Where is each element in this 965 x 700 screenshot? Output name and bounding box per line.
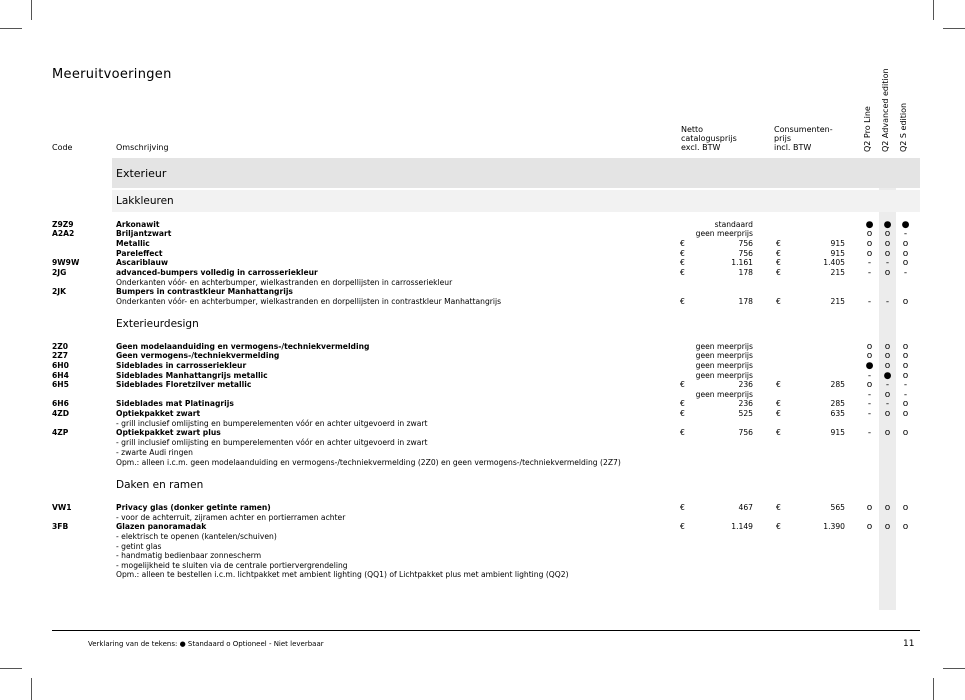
footer-divider	[52, 630, 920, 631]
currency-symbol: €	[776, 522, 781, 531]
currency-symbol: €	[776, 268, 781, 277]
availability-mark: -	[867, 399, 872, 409]
header-netto	[681, 125, 737, 152]
table-row	[0, 503, 965, 513]
header-consument-line: prijs	[774, 134, 791, 143]
header-consument-line: incl. BTW	[774, 143, 812, 152]
currency-symbol: €	[680, 249, 685, 258]
currency-symbol: €	[680, 268, 685, 277]
currency-symbol: €	[680, 409, 685, 418]
availability-mark: -	[867, 268, 872, 278]
availability-mark: -	[903, 268, 908, 278]
availability-mark: o	[902, 503, 909, 513]
net-price: 236	[738, 380, 753, 389]
availability-mark: o	[902, 351, 909, 361]
availability-mark: o	[866, 342, 873, 352]
legend	[88, 640, 324, 648]
currency-symbol: €	[776, 428, 781, 437]
currency-symbol: €	[680, 258, 685, 267]
consumer-price: 215	[830, 297, 845, 306]
net-price: 756	[738, 428, 753, 437]
crop-mark	[0, 28, 22, 29]
crop-mark	[933, 678, 934, 700]
option-code: 2Z0	[52, 342, 69, 351]
net-price: 756	[738, 239, 753, 248]
net-price: 1.149	[731, 522, 753, 531]
option-detail: - elektrisch te openen (kantelen/schuiven)	[116, 532, 277, 541]
table-row	[0, 458, 965, 468]
option-code: 9W9W	[52, 258, 80, 267]
availability-mark: -	[867, 297, 872, 307]
net-price: 178	[738, 268, 753, 277]
page-title: Meeruitvoeringen	[52, 67, 172, 82]
availability-mark: o	[884, 229, 891, 239]
price-note: geen meerprijs	[695, 390, 753, 399]
availability-mark: -	[867, 258, 872, 268]
option-detail: Onderkanten vóór- en achterbumper, wielkastranden en dorpellijsten in contrastkleur Manhattangrijs	[116, 297, 502, 306]
option-code: 6H4	[52, 371, 69, 380]
option-code: 6H0	[52, 361, 69, 370]
availability-mark: o	[902, 399, 909, 409]
header-code: Code	[52, 143, 73, 152]
availability-mark: o	[884, 409, 891, 419]
consumer-price: 215	[830, 268, 845, 277]
table-row	[0, 522, 965, 532]
table-row	[0, 428, 965, 438]
header-omschrijving: Omschrijving	[116, 143, 169, 152]
option-code: 3FB	[52, 522, 69, 531]
option-detail: Opm.: alleen i.c.m. geen modelaanduiding en vermogens-/techniekvermelding (2Z0) en geen vermogens-/techniekvermelding (2Z7)	[116, 458, 621, 467]
table-row	[0, 551, 965, 561]
section-title-exterieurdesign: Exterieurdesign	[116, 318, 199, 330]
consumer-price: 915	[830, 239, 845, 248]
availability-mark: o	[902, 409, 909, 419]
table-row	[0, 361, 965, 371]
option-code: 2JK	[52, 287, 66, 296]
table-row	[0, 438, 965, 448]
table-row	[0, 570, 965, 580]
option-description: advanced-bumpers volledig in carrosseriekleur	[116, 268, 318, 277]
section-band	[112, 190, 920, 212]
option-detail: Onderkanten vóór- en achterbumper, wielkastranden en dorpellijsten in carrosseriekleur	[116, 278, 453, 287]
option-description: Sideblades mat Platinagrijs	[116, 399, 234, 408]
availability-mark: -	[885, 399, 890, 409]
currency-symbol: €	[776, 503, 781, 512]
availability-mark: o	[866, 380, 873, 390]
header-consument	[774, 125, 833, 152]
option-detail: - mogelijkheid te sluiten via de centrale portiervergrendeling	[116, 561, 348, 570]
crop-mark	[943, 668, 965, 669]
table-row	[0, 229, 965, 239]
table-row	[0, 268, 965, 278]
section-band	[112, 158, 920, 188]
currency-symbol: €	[680, 239, 685, 248]
section-title-daken: Daken en ramen	[116, 479, 204, 491]
table-row	[0, 239, 965, 249]
option-code: 4ZD	[52, 409, 70, 418]
availability-mark: o	[902, 342, 909, 352]
option-description: Geen modelaanduiding en vermogens-/techniekvermelding	[116, 342, 370, 351]
availability-mark: o	[884, 268, 891, 278]
option-description: Arkonawit	[116, 220, 160, 229]
availability-mark: o	[884, 351, 891, 361]
availability-mark: o	[902, 249, 909, 259]
option-description: Optiekpakket zwart plus	[116, 428, 221, 437]
table-row	[0, 532, 965, 542]
net-price: 467	[738, 503, 753, 512]
consumer-price: 635	[830, 409, 845, 418]
availability-mark: -	[885, 380, 890, 390]
option-detail: - grill inclusief omlijsting en bumperelementen vóór en achter uitgevoerd in zwart	[116, 419, 428, 428]
currency-symbol: €	[776, 380, 781, 389]
option-description: Sideblades in carrosseriekleur	[116, 361, 247, 370]
header-netto-line: excl. BTW	[681, 143, 721, 152]
availability-mark: o	[884, 361, 891, 371]
price-note: geen meerprijs	[695, 351, 753, 360]
price-note: standaard	[714, 220, 753, 229]
availability-mark: o	[902, 371, 909, 381]
legend-optional: o Optioneel	[226, 640, 267, 648]
currency-symbol: €	[680, 297, 685, 306]
table-row	[0, 297, 965, 307]
option-code: Z9Z9	[52, 220, 74, 229]
option-detail: - getint glas	[116, 542, 162, 551]
availability-mark: -	[867, 371, 872, 381]
availability-mark: -	[903, 229, 908, 239]
net-price: 178	[738, 297, 753, 306]
table-row	[0, 399, 965, 409]
option-description: Pareleffect	[116, 249, 163, 258]
table-row	[0, 351, 965, 361]
currency-symbol: €	[680, 503, 685, 512]
consumer-price: 565	[830, 503, 845, 512]
section-title-lakkleuren: Lakkleuren	[116, 195, 174, 207]
option-description: Metallic	[116, 239, 150, 248]
header-model-2: Q2 Advanced edition	[881, 68, 890, 152]
currency-symbol: €	[776, 297, 781, 306]
availability-mark: -	[867, 390, 872, 400]
option-description: Briljantzwart	[116, 229, 172, 238]
option-code: A2A2	[52, 229, 75, 238]
crop-mark	[0, 668, 22, 669]
availability-mark: -	[903, 390, 908, 400]
table-row	[0, 409, 965, 419]
page-number: 11	[903, 639, 915, 649]
header-netto-line: catalogusprijs	[681, 134, 737, 143]
availability-mark: o	[884, 249, 891, 259]
availability-mark: ●	[883, 220, 892, 230]
availability-mark: o	[902, 361, 909, 371]
crop-mark	[31, 0, 32, 20]
currency-symbol: €	[680, 380, 685, 389]
currency-symbol: €	[680, 399, 685, 408]
band-title: Exterieur	[116, 167, 167, 180]
header-consument-line: Consumenten-	[774, 125, 833, 134]
option-description: Glazen panoramadak	[116, 522, 207, 531]
availability-mark: o	[866, 351, 873, 361]
currency-symbol: €	[776, 258, 781, 267]
option-description: Optiekpakket zwart	[116, 409, 201, 418]
option-description: Bumpers in contrastkleur Manhattangrijs	[116, 287, 293, 296]
availability-mark: -	[867, 428, 872, 438]
option-code: VW1	[52, 503, 72, 512]
net-price: 236	[738, 399, 753, 408]
option-description: Geen vermogens-/techniekvermelding	[116, 351, 280, 360]
net-price: 756	[738, 249, 753, 258]
consumer-price: 1.405	[823, 258, 845, 267]
availability-mark: ●	[883, 371, 892, 381]
net-price: 525	[738, 409, 753, 418]
availability-mark: o	[884, 522, 891, 532]
option-code: 4ZP	[52, 428, 69, 437]
availability-mark: o	[902, 297, 909, 307]
availability-mark: o	[902, 258, 909, 268]
legend-standard: ● Standaard	[179, 640, 225, 648]
option-detail: - handmatig bedienbaar zonnescherm	[116, 551, 262, 560]
option-description: Sideblades Floretzilver metallic	[116, 380, 252, 389]
currency-symbol: €	[680, 522, 685, 531]
legend-prefix: Verklaring van de tekens:	[88, 640, 178, 648]
currency-symbol: €	[776, 409, 781, 418]
table-row	[0, 380, 965, 390]
option-code: 6H5	[52, 380, 69, 389]
option-description: Ascariblauw	[116, 258, 168, 267]
availability-mark: o	[866, 229, 873, 239]
consumer-price: 1.390	[823, 522, 845, 531]
crop-mark	[943, 28, 965, 29]
price-note: geen meerprijs	[695, 342, 753, 351]
availability-mark: o	[902, 428, 909, 438]
legend-unavailable: - Niet leverbaar	[268, 640, 324, 648]
header-netto-line: Netto	[681, 125, 704, 134]
crop-mark	[933, 0, 934, 20]
header-model-1: Q2 Pro Line	[863, 106, 872, 152]
availability-mark: o	[902, 239, 909, 249]
availability-mark: o	[884, 503, 891, 513]
header-model-3: Q2 S edition	[899, 102, 908, 152]
availability-mark: -	[885, 297, 890, 307]
availability-mark: o	[884, 390, 891, 400]
option-detail: - zwarte Audi ringen	[116, 448, 193, 457]
availability-mark: o	[866, 239, 873, 249]
table-row	[0, 287, 965, 297]
option-detail: - voor de achterruit, zijramen achter en portierramen achter	[116, 513, 346, 522]
option-description: Privacy glas (donker getinte ramen)	[116, 503, 271, 512]
crop-mark	[31, 678, 32, 700]
option-detail: Opm.: alleen te bestellen i.c.m. lichtpakket met ambient lighting (QQ1) of Lichtpakket plus met ambient lighting (QQ2)	[116, 570, 569, 579]
availability-mark: o	[884, 428, 891, 438]
price-note: geen meerprijs	[695, 361, 753, 370]
availability-mark: ●	[865, 361, 874, 371]
price-note: geen meerprijs	[695, 371, 753, 380]
net-price: 1.161	[731, 258, 753, 267]
availability-mark: o	[866, 503, 873, 513]
option-detail: - grill inclusief omlijsting en bumperelementen vóór en achter uitgevoerd in zwart	[116, 438, 428, 447]
availability-mark: ●	[865, 220, 874, 230]
availability-mark: o	[866, 522, 873, 532]
currency-symbol: €	[776, 239, 781, 248]
availability-mark: o	[866, 249, 873, 259]
availability-mark: -	[885, 258, 890, 268]
consumer-price: 915	[830, 249, 845, 258]
option-code: 2Z7	[52, 351, 69, 360]
currency-symbol: €	[680, 428, 685, 437]
availability-mark: ●	[901, 220, 910, 230]
consumer-price: 915	[830, 428, 845, 437]
currency-symbol: €	[776, 399, 781, 408]
table-row	[0, 258, 965, 268]
consumer-price: 285	[830, 380, 845, 389]
availability-mark: -	[867, 409, 872, 419]
option-code: 6H6	[52, 399, 69, 408]
table-row	[0, 448, 965, 458]
availability-mark: o	[884, 239, 891, 249]
availability-mark: o	[884, 342, 891, 352]
option-description: Sideblades Manhattangrijs metallic	[116, 371, 268, 380]
availability-mark: o	[902, 522, 909, 532]
consumer-price: 285	[830, 399, 845, 408]
currency-symbol: €	[776, 249, 781, 258]
option-code: 2JG	[52, 268, 67, 277]
availability-mark: -	[903, 380, 908, 390]
price-note: geen meerprijs	[695, 229, 753, 238]
